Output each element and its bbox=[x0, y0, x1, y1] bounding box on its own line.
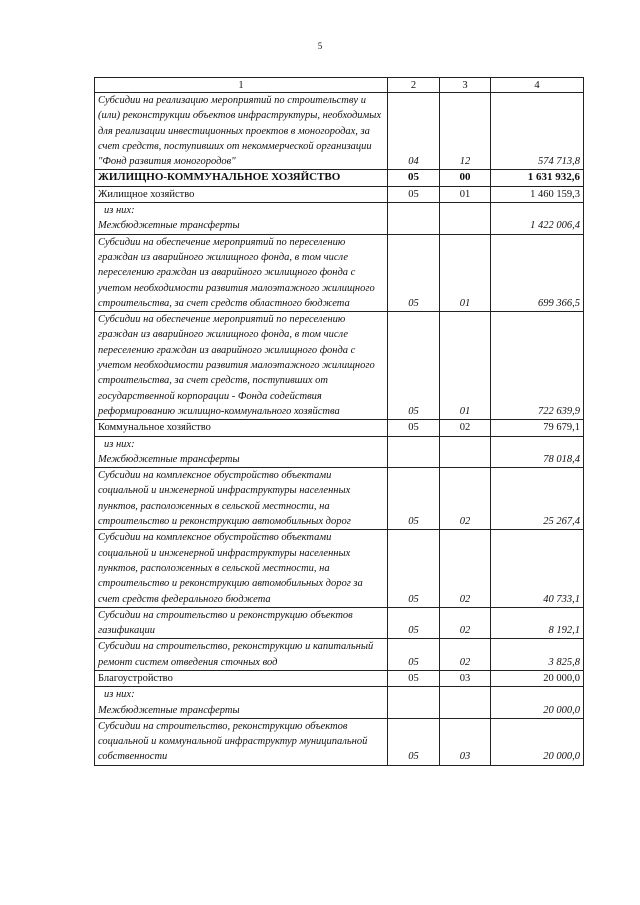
header-col-1: 1 bbox=[95, 78, 388, 93]
table-row bbox=[95, 687, 584, 719]
row-subsection: 02 bbox=[440, 468, 491, 530]
row-name-detail: Межбюджетные трансферты bbox=[98, 220, 240, 232]
row-section: 05 bbox=[388, 530, 440, 607]
row-amount: 20 000,0 bbox=[491, 687, 584, 719]
row-name: Субсидии на обеспечение мероприятий по переселению граждан из аварийного жилищного фонда, в том числе переселению граждан из аварийного жилищного фонда с учетом необходимости развития малоэтажного жилищного строительства, за счет средств областного бюджета bbox=[95, 234, 388, 311]
row-section bbox=[388, 687, 440, 719]
row-amount: 20 000,0 bbox=[491, 718, 584, 765]
row-amount: 3 825,8 bbox=[491, 639, 584, 671]
row-section bbox=[388, 203, 440, 235]
row-subsection bbox=[440, 436, 491, 468]
row-subsection: 00 bbox=[440, 170, 491, 186]
row-amount: 1 631 932,6 bbox=[491, 170, 584, 186]
table-row bbox=[95, 420, 584, 436]
table-row bbox=[95, 670, 584, 686]
table-row bbox=[95, 718, 584, 765]
row-subsection bbox=[440, 687, 491, 719]
table-row bbox=[95, 436, 584, 468]
row-subsection: 03 bbox=[440, 670, 491, 686]
row-amount: 40 733,1 bbox=[491, 530, 584, 607]
table-row bbox=[95, 234, 584, 311]
row-amount: 25 267,4 bbox=[491, 468, 584, 530]
table-row bbox=[95, 170, 584, 186]
row-amount: 722 639,9 bbox=[491, 312, 584, 420]
row-subsection: 02 bbox=[440, 530, 491, 607]
row-section: 05 bbox=[388, 420, 440, 436]
row-amount: 8 192,1 bbox=[491, 607, 584, 639]
row-name: Субсидии на реализацию мероприятий по строительству и (или) реконструкции объектов инфраструктуры, необходимых для реализации инвестиционных проектов в моногородах, за счет средств, поступивших от некоммерческой организации "Фонд развития моногородов" bbox=[95, 93, 388, 170]
budget-table bbox=[94, 77, 584, 766]
table-row bbox=[95, 639, 584, 671]
row-amount: 78 018,4 bbox=[491, 436, 584, 468]
row-name bbox=[95, 687, 388, 719]
row-section: 05 bbox=[388, 234, 440, 311]
row-subsection: 03 bbox=[440, 718, 491, 765]
row-section: 05 bbox=[388, 468, 440, 530]
header-col-2: 2 bbox=[388, 78, 440, 93]
table-row bbox=[95, 203, 584, 235]
table-row bbox=[95, 186, 584, 202]
row-subsection: 02 bbox=[440, 607, 491, 639]
row-name: Субсидии на строительство, реконструкцию и капитальный ремонт систем отведения сточных вод bbox=[95, 639, 388, 671]
row-amount: 20 000,0 bbox=[491, 670, 584, 686]
table-header-row bbox=[95, 78, 584, 93]
row-amount: 574 713,8 bbox=[491, 93, 584, 170]
row-name-prefix: из них: bbox=[104, 438, 135, 450]
row-name-prefix: из них: bbox=[104, 205, 135, 217]
row-section: 05 bbox=[388, 186, 440, 202]
row-name: Коммунальное хозяйство bbox=[95, 420, 388, 436]
row-name bbox=[95, 203, 388, 235]
row-subsection: 01 bbox=[440, 312, 491, 420]
row-name bbox=[95, 436, 388, 468]
row-subsection: 01 bbox=[440, 186, 491, 202]
row-name: Субсидии на комплексное обустройство объектами социальной и инженерной инфраструктуры населенных пунктов, расположенных в сельской местности, на строительство и реконструкцию автомобильных дорог за счет средств федерального бюджета bbox=[95, 530, 388, 607]
table-row bbox=[95, 93, 584, 170]
row-subsection: 02 bbox=[440, 639, 491, 671]
row-section: 05 bbox=[388, 170, 440, 186]
row-name-detail: Межбюджетные трансферты bbox=[98, 704, 240, 716]
row-subsection bbox=[440, 203, 491, 235]
row-name: Субсидии на строительство, реконструкцию объектов социальной и коммунальной инфраструктур муниципальной собственности bbox=[95, 718, 388, 765]
header-col-4: 4 bbox=[491, 78, 584, 93]
row-amount: 699 366,5 bbox=[491, 234, 584, 311]
row-subsection: 12 bbox=[440, 93, 491, 170]
row-section: 05 bbox=[388, 312, 440, 420]
row-name: ЖИЛИЩНО-КОММУНАЛЬНОЕ ХОЗЯЙСТВО bbox=[95, 170, 388, 186]
row-name: Субсидии на строительство и реконструкцию объектов газификации bbox=[95, 607, 388, 639]
row-section: 05 bbox=[388, 607, 440, 639]
page-number: 5 bbox=[317, 41, 323, 51]
row-name: Субсидии на обеспечение мероприятий по переселению граждан из аварийного жилищного фонда, в том числе переселению граждан из аварийного жилищного фонда с учетом необходимости развития малоэтажного жилищного строительства, за счет средств, поступивших от государственной корпорации - Фонда содействия реформированию жилищно-коммунального хозяйства bbox=[95, 312, 388, 420]
table-row bbox=[95, 530, 584, 607]
row-section: 04 bbox=[388, 93, 440, 170]
header-col-3: 3 bbox=[440, 78, 491, 93]
row-subsection: 01 bbox=[440, 234, 491, 311]
table-row bbox=[95, 607, 584, 639]
row-section: 05 bbox=[388, 670, 440, 686]
row-name-detail: Межбюджетные трансферты bbox=[98, 453, 240, 465]
row-section: 05 bbox=[388, 639, 440, 671]
row-name: Благоустройство bbox=[95, 670, 388, 686]
row-amount: 79 679,1 bbox=[491, 420, 584, 436]
row-section bbox=[388, 436, 440, 468]
row-name: Субсидии на комплексное обустройство объектами социальной и инженерной инфраструктуры населенных пунктов, расположенных в сельской местности, на строительство и реконструкцию автомобильных дорог bbox=[95, 468, 388, 530]
row-subsection: 02 bbox=[440, 420, 491, 436]
table-row bbox=[95, 312, 584, 420]
row-section: 05 bbox=[388, 718, 440, 765]
row-name-prefix: из них: bbox=[104, 689, 135, 701]
table-row bbox=[95, 468, 584, 530]
row-amount: 1 460 159,3 bbox=[491, 186, 584, 202]
row-amount: 1 422 006,4 bbox=[491, 203, 584, 235]
row-name: Жилищное хозяйство bbox=[95, 186, 388, 202]
